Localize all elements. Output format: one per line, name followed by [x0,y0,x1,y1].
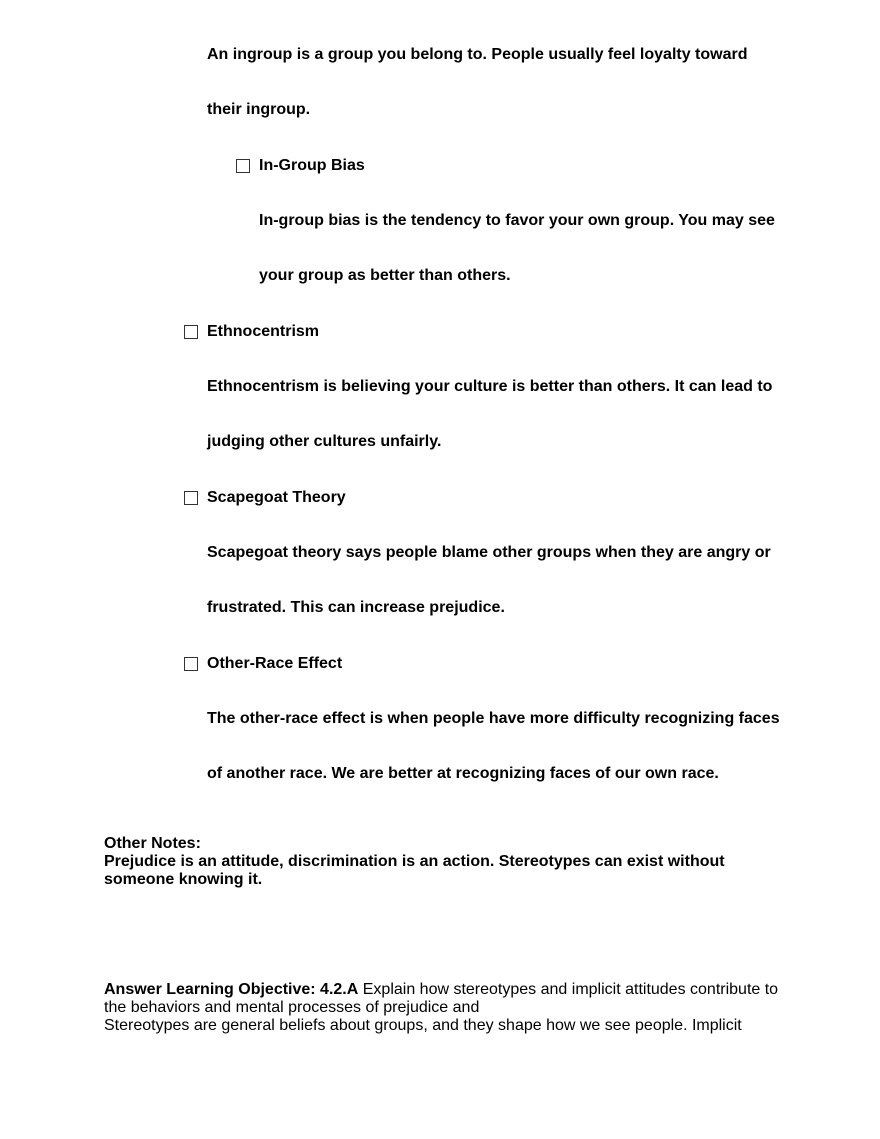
ingroup-desc-line-2: their ingroup. [207,101,311,118]
other-notes-section [104,835,784,889]
other-race-checkbox[interactable] [184,657,198,671]
ingroup-bias-checkbox[interactable] [236,159,250,173]
answer-objective-section [104,981,784,1035]
scapegoat-title: Scapegoat Theory [207,489,346,506]
ethnocentrism-title: Ethnocentrism [207,323,320,340]
ingroup-bias-desc-line-2: your group as better than others. [259,267,511,284]
ethnocentrism-desc-line-1: Ethnocentrism is believing your culture is better than others. It can lead to [207,378,773,395]
ingroup-desc-line-1: An ingroup is a group you belong to. People usually feel loyalty toward [207,46,748,63]
answer-response-text: Stereotypes are general beliefs about groups, and they shape how we see people. Implicit [104,1017,742,1034]
other-race-desc-line-1: The other-race effect is when people have more difficulty recognizing faces [207,710,780,727]
answer-objective-text: Explain how stereotypes and implicit attitudes contribute to the behaviors and mental processes of prejudice and [104,981,779,1016]
ethnocentrism-desc-line-2: judging other cultures unfairly. [207,433,442,450]
scapegoat-checkbox[interactable] [184,491,198,505]
scapegoat-desc-line-2: frustrated. This can increase prejudice. [207,599,505,616]
scapegoat-desc-line-1: Scapegoat theory says people blame other groups when they are angry or [207,544,771,561]
answer-objective-label: Answer Learning Objective: 4.2.A [104,981,359,998]
ethnocentrism-checkbox[interactable] [184,325,198,339]
other-race-title: Other-Race Effect [207,655,343,672]
ingroup-bias-title: In-Group Bias [259,157,365,174]
other-notes-body: Prejudice is an attitude, discrimination is an action. Stereotypes can exist without someone knowing it. [104,853,725,888]
answer-objective-paragraph [104,981,784,1017]
other-notes-heading: Other Notes: [104,835,201,852]
other-race-desc-line-2: of another race. We are better at recognizing faces of our own race. [207,765,719,782]
ingroup-bias-desc-line-1: In-group bias is the tendency to favor your own group. You may see [259,212,775,229]
